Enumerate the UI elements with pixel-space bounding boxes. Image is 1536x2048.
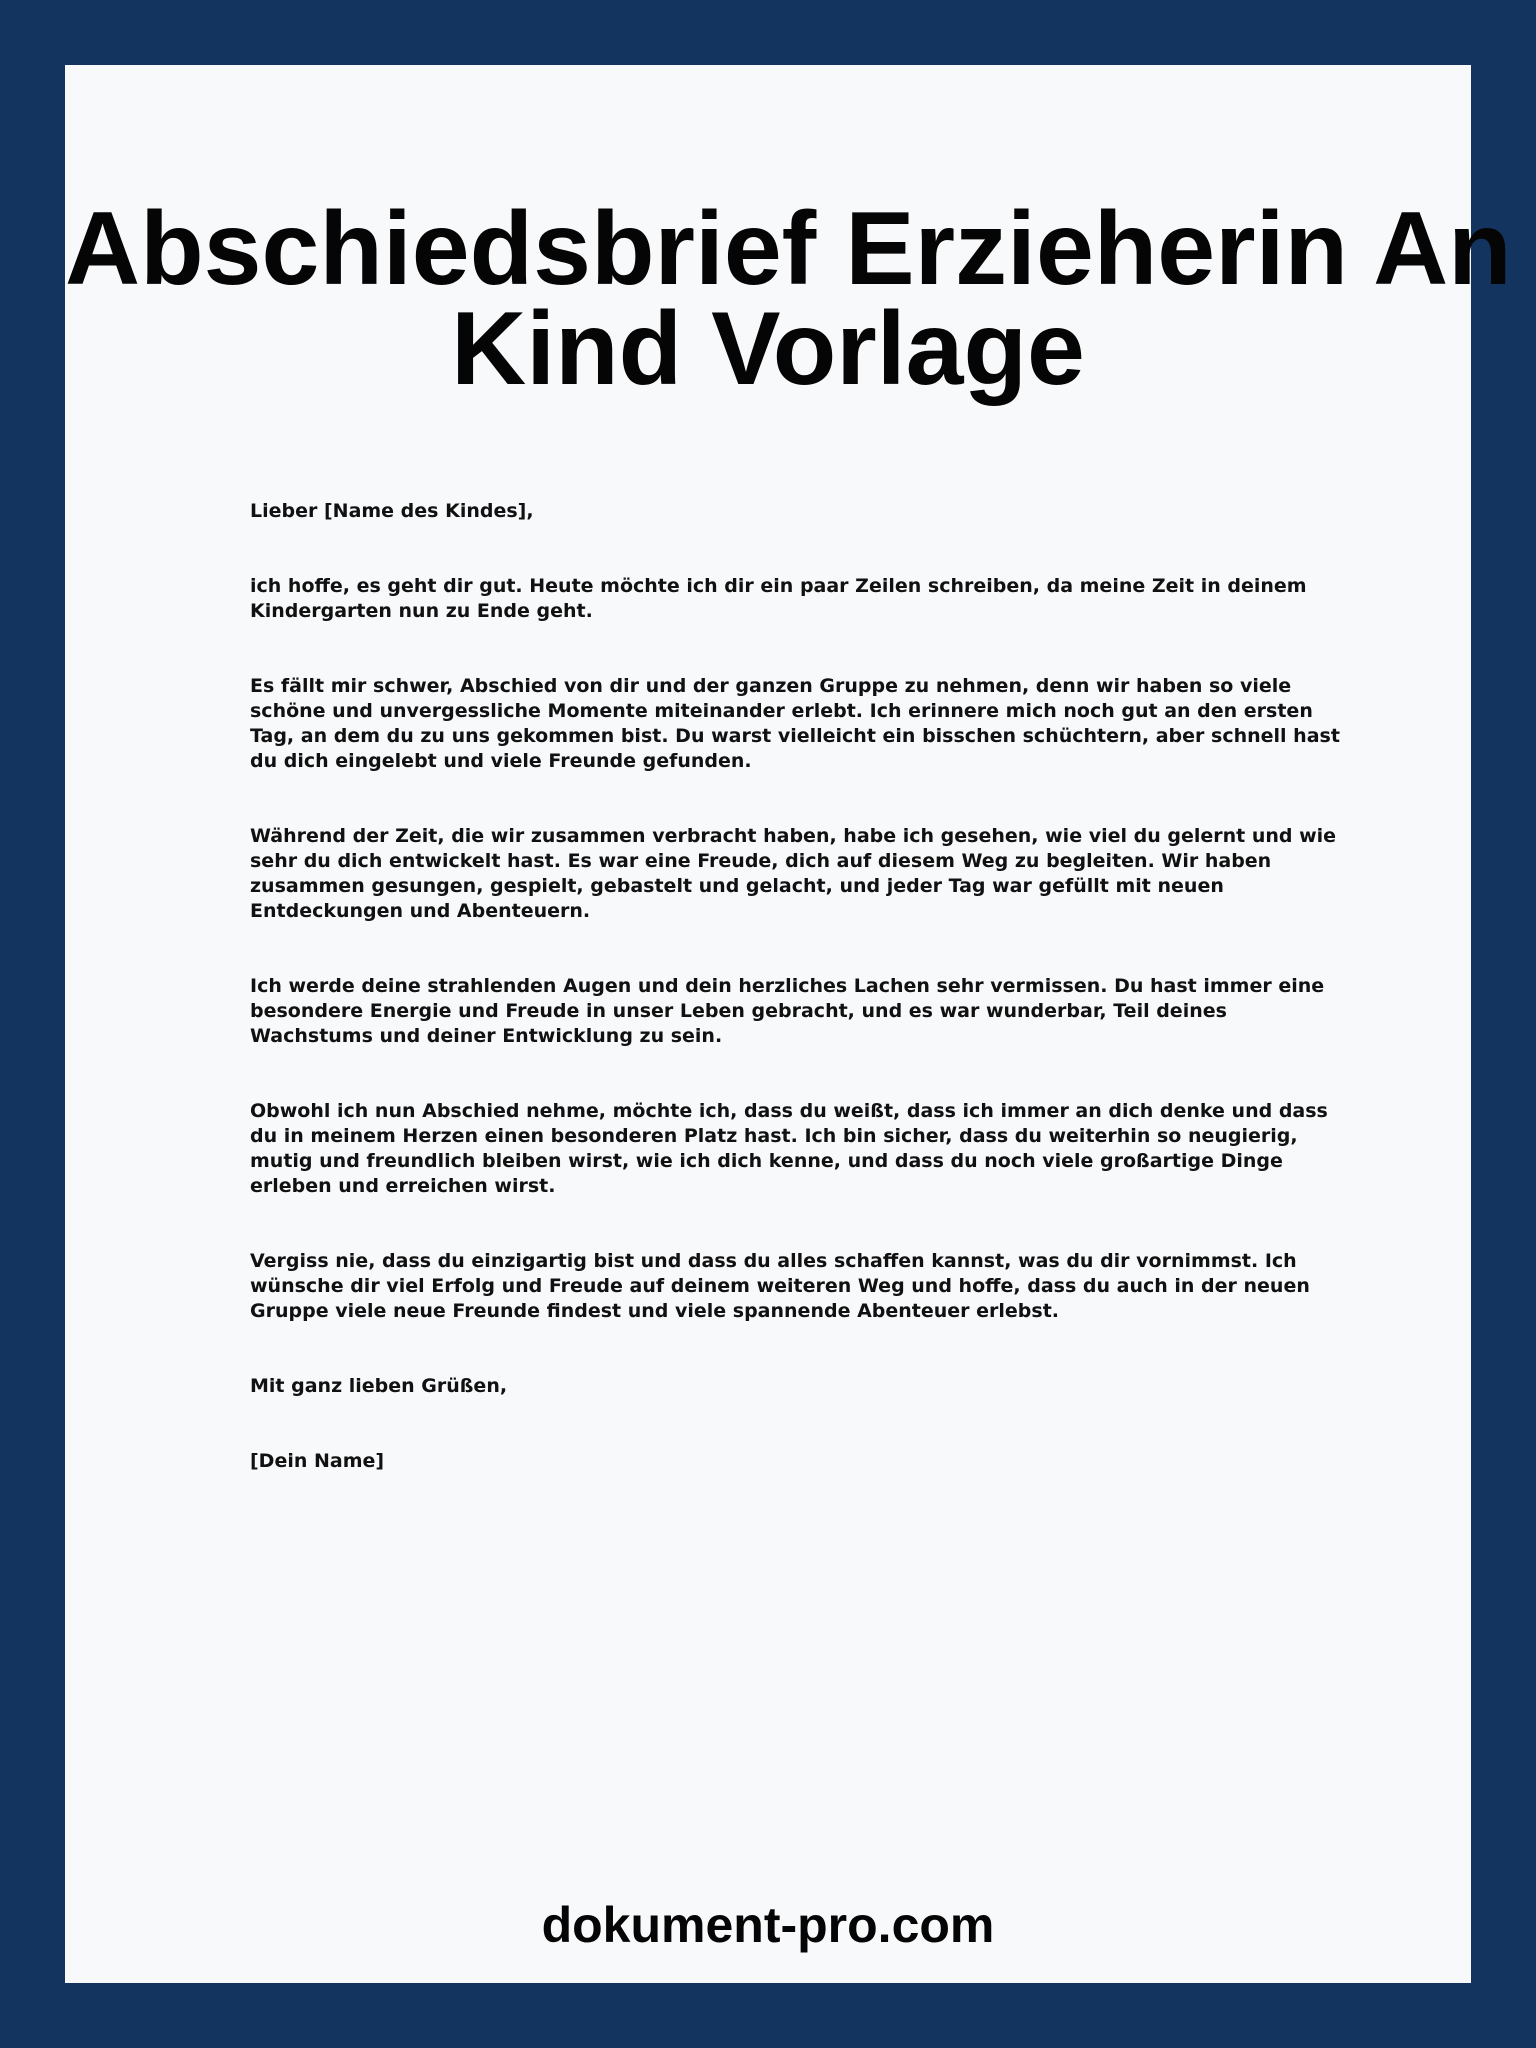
document-page <box>65 65 1512 1983</box>
letter-paragraph: Ich werde deine strahlenden Augen und dein herzliches Lachen sehr vermissen. Du hast immer eine besondere Energie und Freude in unser Leben gebracht, und es war wunderbar, Teil deines Wachstums und deiner Entwicklung zu sein. <box>250 975 1325 1047</box>
letter-paragraph: Während der Zeit, die wir zusammen verbracht haben, habe ich gesehen, wie viel du gelernt und wie sehr du dich entwickelt hast. Es war eine Freude, dich auf diesem Weg zu begleiten. Wir haben zusammen gesungen, gespielt, gebastelt und gelacht, und jeder Tag war gefüllt mit neuen Entdeckungen und Abenteuern. <box>250 825 1337 922</box>
title-line-1: Abschiedsbrief Erzieherin An <box>65 191 1512 307</box>
letter-paragraph: Obwohl ich nun Abschied nehme, möchte ich, dass du weißt, dass ich immer an dich denke und dass du in meinem Herzen einen besonderen Platz hast. Ich bin sicher, dass du weiterhin so neugierig, mutig und freundlich bleiben wirst, wie ich dich kenne, und dass du noch viele großartige Dinge erleben und erreichen wirst. <box>250 1100 1328 1197</box>
letter-salutation: Lieber [Name des Kindes], <box>250 500 534 522</box>
letter-closing: Mit ganz lieben Grüßen, <box>250 1375 508 1397</box>
footer-site-name: dokument-pro.com <box>541 1897 995 1953</box>
letter-signature: [Dein Name] <box>250 1450 385 1472</box>
letter-body <box>250 499 1350 1524</box>
title-line-2: Kind Vorlage <box>451 291 1085 407</box>
letter-paragraph: Vergiss nie, dass du einzigartig bist und dass du alles schaffen kannst, was du dir vornimmst. Ich wünsche dir viel Erfolg und Freude auf deinem weiteren Weg und hoffe, dass du auch in der neuen Gruppe viele neue Freunde findest und viele spannende Abenteuer erlebst. <box>250 1250 1310 1322</box>
page-title <box>65 191 1512 407</box>
letter-paragraph: ich hoffe, es geht dir gut. Heute möchte ich dir ein paar Zeilen schreiben, da meine Zeit in deinem Kindergarten nun zu Ende geht. <box>250 575 1307 622</box>
letter-paragraph: Es fällt mir schwer, Abschied von dir und der ganzen Gruppe zu nehmen, denn wir haben so viele schöne und unvergessliche Momente miteinander erlebt. Ich erinnere mich noch gut an den ersten Tag, an dem du zu uns gekommen bist. Du warst vielleicht ein bisschen schüchtern, aber schnell hast du dich eingelebt und viele Freunde gefunden. <box>250 675 1340 772</box>
